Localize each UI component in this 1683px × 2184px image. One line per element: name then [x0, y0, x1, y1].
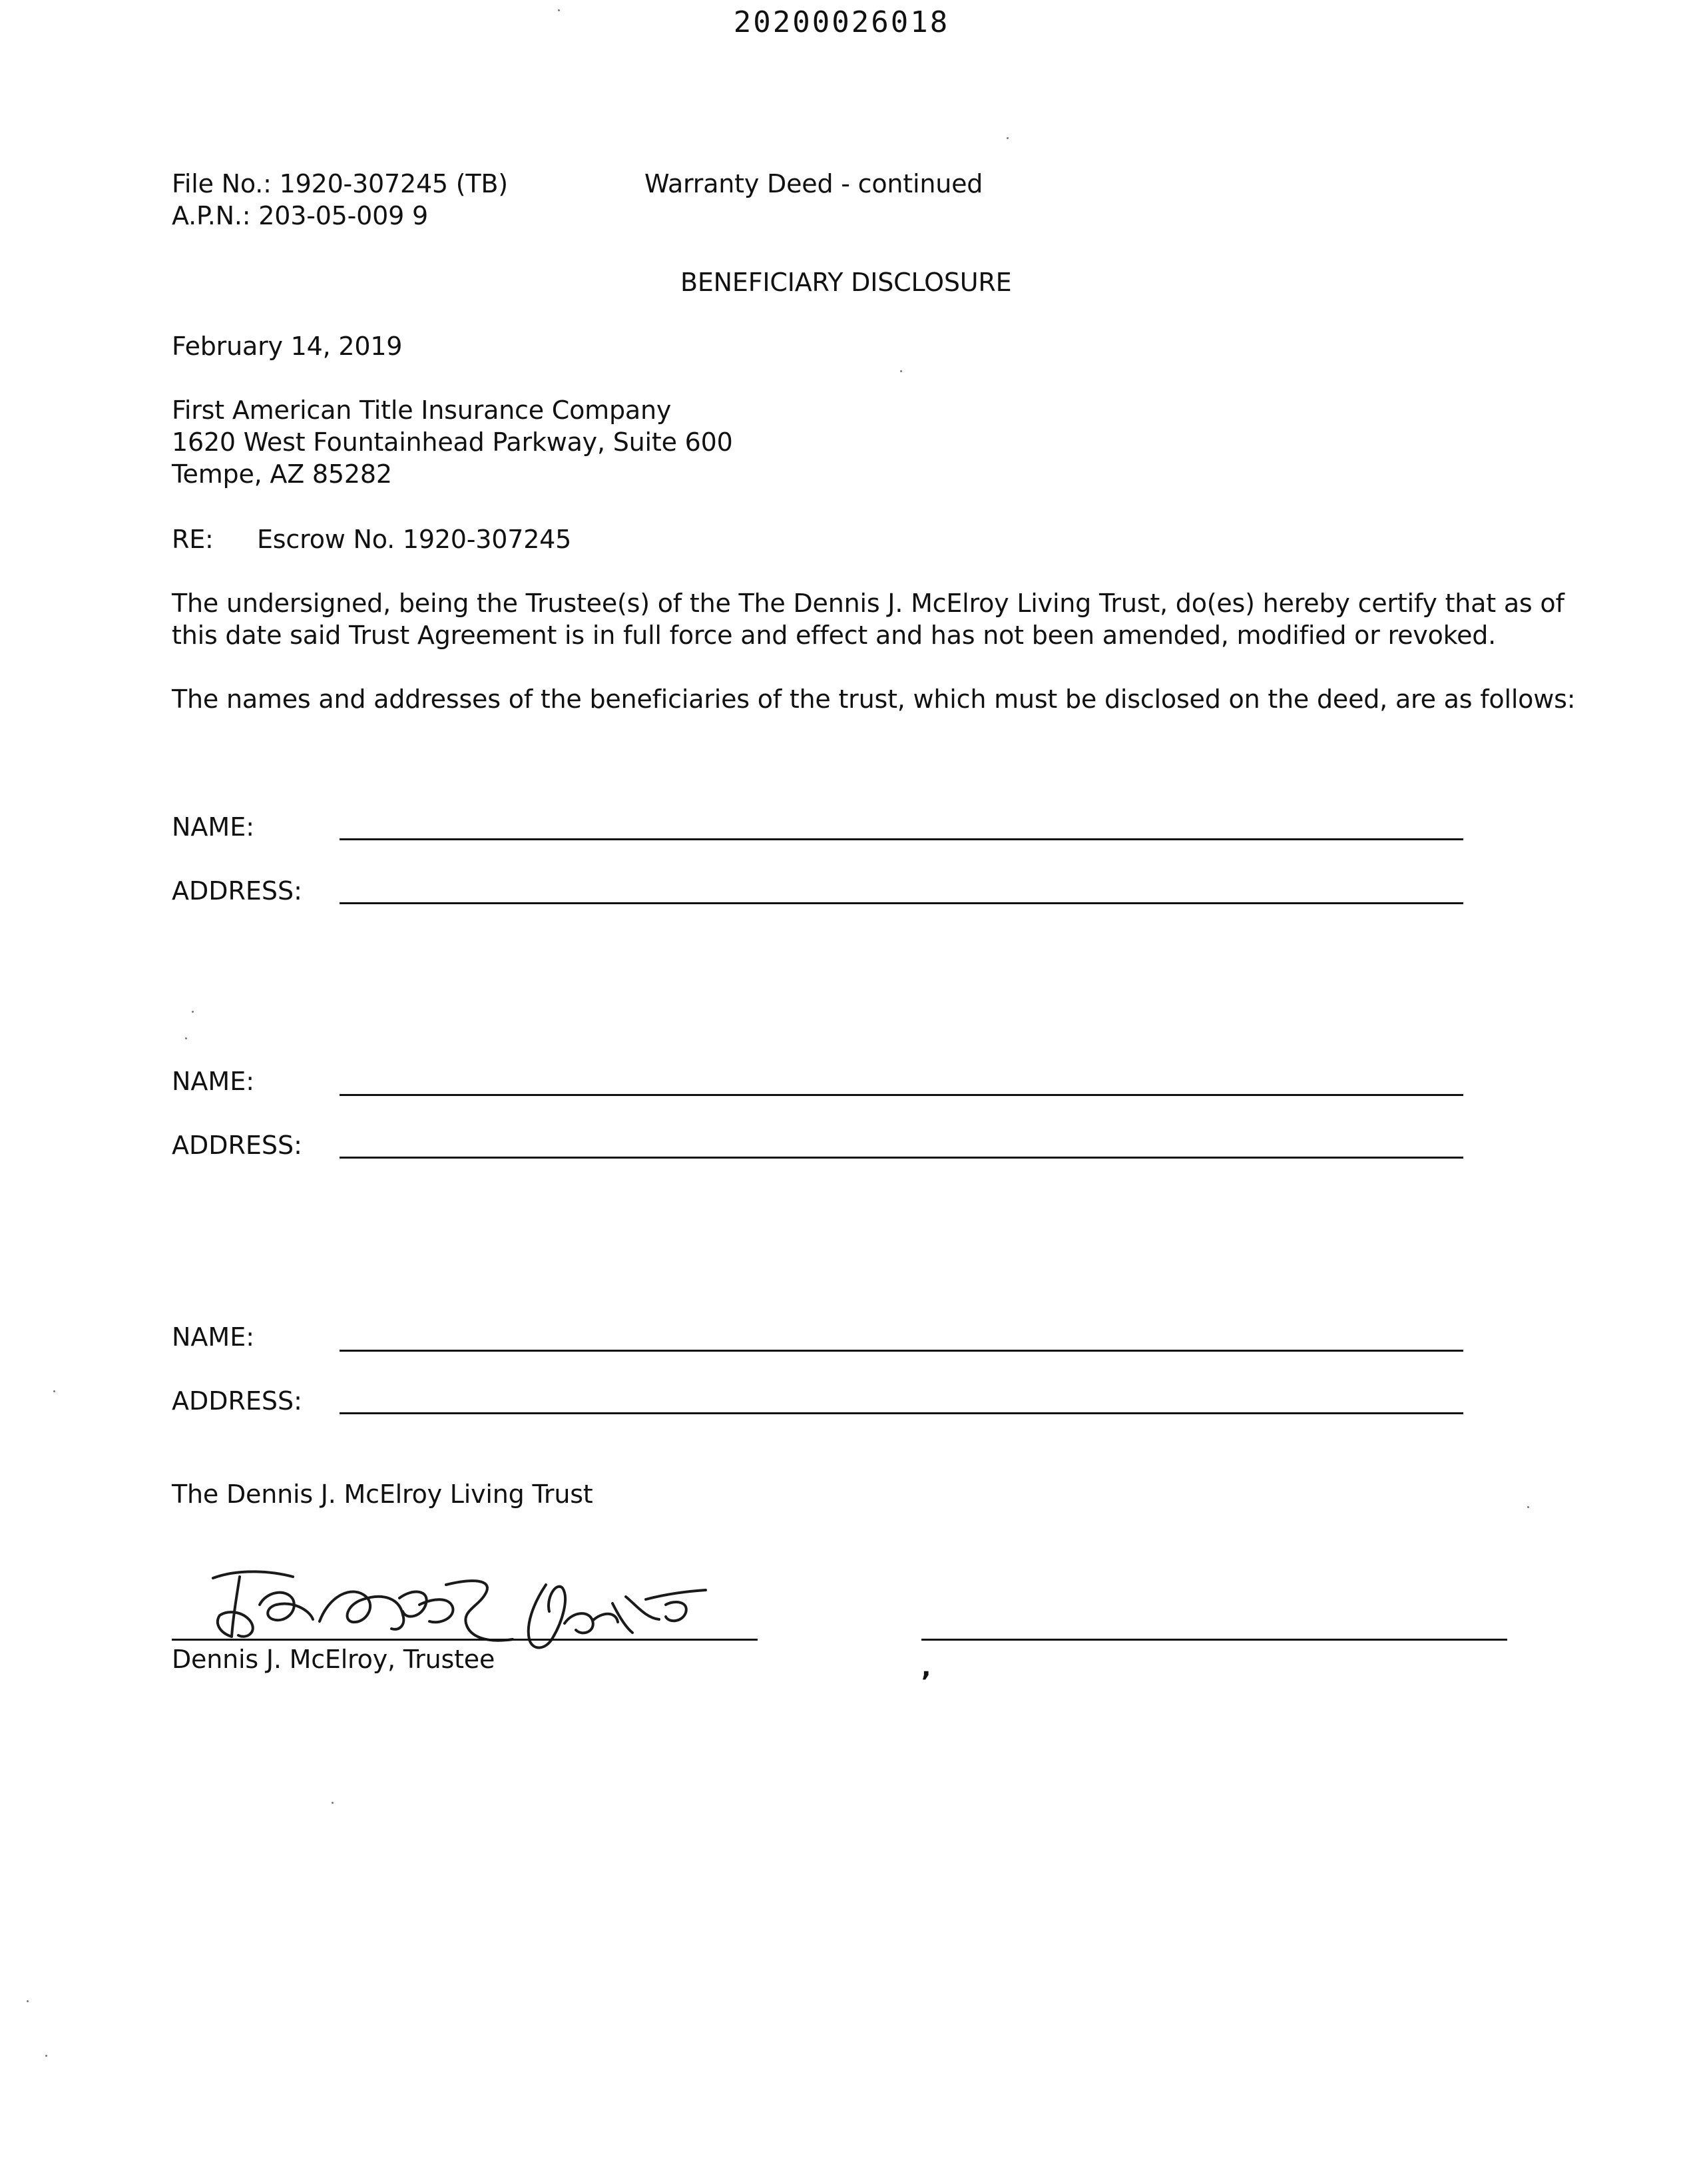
- beneficiary-2-address-line: [340, 1157, 1463, 1159]
- second-signature-caption: ,: [921, 1653, 931, 1682]
- scan-speck: [192, 1011, 194, 1013]
- addressee-name: First American Title Insurance Company: [172, 396, 672, 425]
- scan-speck: [27, 2000, 29, 2002]
- scan-speck: [53, 1390, 55, 1392]
- scan-speck: [1007, 137, 1009, 139]
- scan-speck: [45, 2055, 47, 2057]
- scan-speck: [332, 1802, 334, 1804]
- apn-number: A.P.N.: 203-05-009 9: [172, 201, 428, 230]
- trustee-signature-caption: Dennis J. McElroy, Trustee: [172, 1645, 495, 1674]
- section-title: BENEFICIARY DISCLOSURE: [680, 268, 1012, 297]
- beneficiary-3-name-line: [340, 1350, 1463, 1352]
- beneficiaries-intro: The names and addresses of the beneficiaries of the trust, which must be disclosed on the deed, are as follows:: [172, 684, 1576, 714]
- certification-line-1: The undersigned, being the Trustee(s) of the The Dennis J. McElroy Living Trust, do(es) hereby certify that as of: [172, 589, 1564, 618]
- scan-speck: [558, 9, 560, 11]
- beneficiary-1-name-line: [340, 838, 1463, 840]
- beneficiary-1-address-line: [340, 902, 1463, 904]
- second-signature-line: [921, 1639, 1507, 1641]
- addressee-street: 1620 West Fountainhead Parkway, Suite 600: [172, 427, 733, 457]
- certification-line-2: this date said Trust Agreement is in full force and effect and has not been amended, modified or revoked.: [172, 621, 1497, 650]
- beneficiary-2-name-line: [340, 1094, 1463, 1096]
- scan-speck: [185, 1037, 187, 1039]
- scan-speck: [1527, 1506, 1529, 1508]
- trustee-signature-line: [172, 1639, 758, 1641]
- recording-number: 20200026018: [733, 5, 950, 39]
- re-label: RE:: [172, 525, 214, 554]
- beneficiary-2-address-label: ADDRESS:: [172, 1131, 302, 1160]
- beneficiary-2-name-label: NAME:: [172, 1067, 255, 1096]
- file-number: File No.: 1920-307245 (TB): [172, 169, 508, 198]
- beneficiary-3-address-line: [340, 1412, 1463, 1414]
- addressee-city: Tempe, AZ 85282: [172, 459, 392, 489]
- beneficiary-1-name-label: NAME:: [172, 812, 255, 842]
- document-title: Warranty Deed - continued: [644, 169, 983, 198]
- scan-speck: [900, 370, 902, 372]
- trust-name: The Dennis J. McElroy Living Trust: [172, 1480, 593, 1509]
- beneficiary-3-address-label: ADDRESS:: [172, 1386, 302, 1416]
- beneficiary-1-address-label: ADDRESS:: [172, 876, 302, 906]
- beneficiary-3-name-label: NAME:: [172, 1322, 255, 1352]
- re-escrow-number: Escrow No. 1920-307245: [257, 525, 572, 554]
- letter-date: February 14, 2019: [172, 332, 403, 361]
